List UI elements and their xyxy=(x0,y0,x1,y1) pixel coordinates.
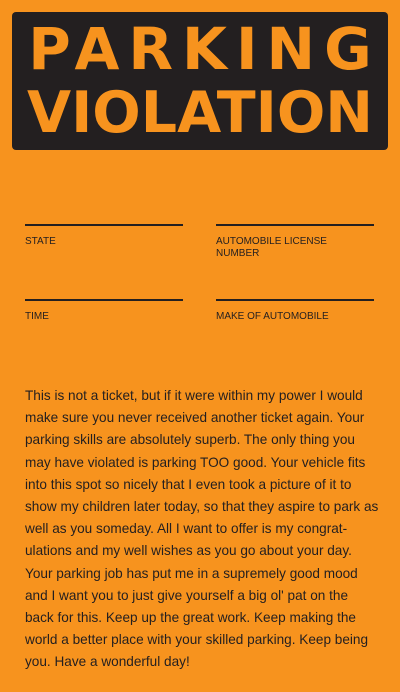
license-label: AUTOMOBILE LICENSE NUMBER xyxy=(216,236,327,259)
title-banner xyxy=(12,12,388,150)
time-field[interactable] xyxy=(25,299,183,323)
title-violation: VIOLATION xyxy=(26,80,374,146)
time-label: TIME xyxy=(25,311,49,322)
state-line xyxy=(25,224,183,226)
message-body: This is not a ticket, but if it were within my power I would make sure you never received another ticket again. Your parking skills are absolutely superb. The only thing you may have violated is parking TOO good. Your vehicle fits into this spot so nicely that I even took a picture of it to show my children later today, so that they aspire to park as well as you someday. All I want to offer is my congrat-ulations and my well wishes as you go about your day. Your parking job has put me in a supremely good mood and I want you to just give yourself a big ol' pat on the back for this. Keep up the great work. Keep making the world a better place with your skilled parking. Keep being you. Have a wonderful day! xyxy=(25,388,379,670)
make-label: MAKE OF AUTOMOBILE xyxy=(216,311,329,322)
make-field[interactable] xyxy=(216,299,374,323)
license-field[interactable] xyxy=(216,224,374,260)
make-line xyxy=(216,299,374,301)
time-line xyxy=(25,299,183,301)
state-field[interactable] xyxy=(25,224,183,248)
title-parking: PARKING xyxy=(28,15,381,83)
license-line xyxy=(216,224,374,226)
state-label: STATE xyxy=(25,236,56,247)
